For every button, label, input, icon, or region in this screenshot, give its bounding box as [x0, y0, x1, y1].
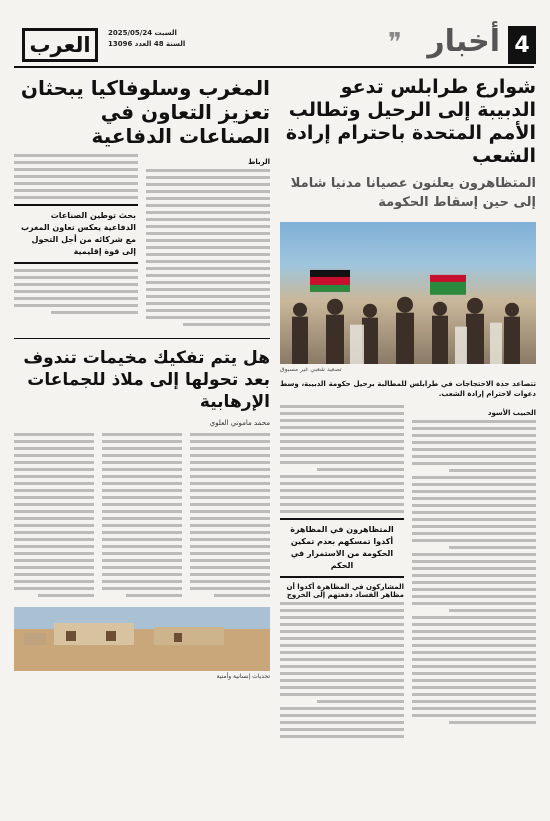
morocco-pullquote: بحث توطين الصناعات الدفاعية يعكس تعاون المغرب مع شركائه من أجل التحول إلى قوة إقليمية [14, 204, 138, 264]
text-block [14, 269, 138, 314]
masthead-rule [14, 66, 534, 68]
right-column [280, 72, 536, 742]
morocco-byline: الرباط [248, 158, 270, 166]
body-column [190, 433, 270, 601]
morocco-headline: المغرب وسلوفاكيا يبحثان تعزيز التعاون في الصناعات الدفاعية [20, 76, 270, 148]
libya-subhead: المتظاهرون يعلنون عصيانا مدنيا شاملا إلى حين إسقاط الحكومة [290, 176, 536, 210]
issue-info [108, 28, 185, 50]
body-column [146, 154, 270, 330]
text-block [412, 420, 536, 724]
text-block [280, 602, 404, 738]
libya-body [280, 405, 536, 742]
tindouf-headline: هل يتم تفكيك مخيمات تندوف بعد تحولها إلى ملاذ للجماعات الإرهابية [23, 348, 270, 412]
camp-caption: تحديات إنسانية وأمنية [216, 673, 270, 680]
body-column [412, 405, 536, 742]
newspaper-logo: العرب [22, 28, 98, 62]
tindouf-byline: محمد ماموني العلوي [209, 419, 270, 427]
text-block [102, 433, 182, 597]
camp-photo [14, 607, 270, 671]
section-name: أخبار [427, 24, 500, 59]
issue-number: السنة 48 العدد 13096 [108, 40, 186, 48]
story-divider [14, 338, 270, 339]
tindouf-body [14, 433, 270, 601]
issue-date: السبت 2025/05/24 [108, 29, 177, 37]
protest-photo [280, 222, 536, 364]
crowd-illustration [280, 265, 536, 364]
masthead [0, 18, 550, 60]
libya-subtitle: المشاركون في المظاهرة أكدوا أن مظاهر الفساد دفعتهم إلى الخروج [286, 583, 404, 599]
text-block [190, 433, 270, 597]
libya-pullquote: المتظاهرون في المظاهرة أكدوا تمسكهم بعدم تمكين الحكومة من الاستمرار في الحكم [280, 518, 404, 578]
author-byline: الحبيب الأسود [487, 409, 536, 417]
body-column [280, 405, 404, 742]
libya-headline: شوارع طرابلس تدعو الدبيبة إلى الرحيل وتطالب الأمم المتحدة باحترام إرادة الشعب [285, 76, 536, 167]
libya-lede: تتصاعد حدة الاحتجاجات في طرابلس للمطالبة برحيل حكومة الدبيبة، وسط دعوات لاحترام إرادة الشعب. [280, 380, 536, 398]
morocco-body [14, 154, 270, 330]
photo-caption: تصعيد شعبي غير مسبوق [280, 366, 342, 373]
text-block [14, 433, 94, 597]
body-column [102, 433, 182, 601]
left-column [14, 72, 270, 680]
camp-illustration [14, 607, 270, 671]
section-number: 4 [508, 26, 536, 64]
text-block [146, 169, 270, 326]
body-column [14, 154, 138, 330]
text-block [14, 154, 138, 199]
body-column [14, 433, 94, 601]
text-block [280, 405, 404, 513]
quote-icon: ❞ [388, 28, 402, 58]
